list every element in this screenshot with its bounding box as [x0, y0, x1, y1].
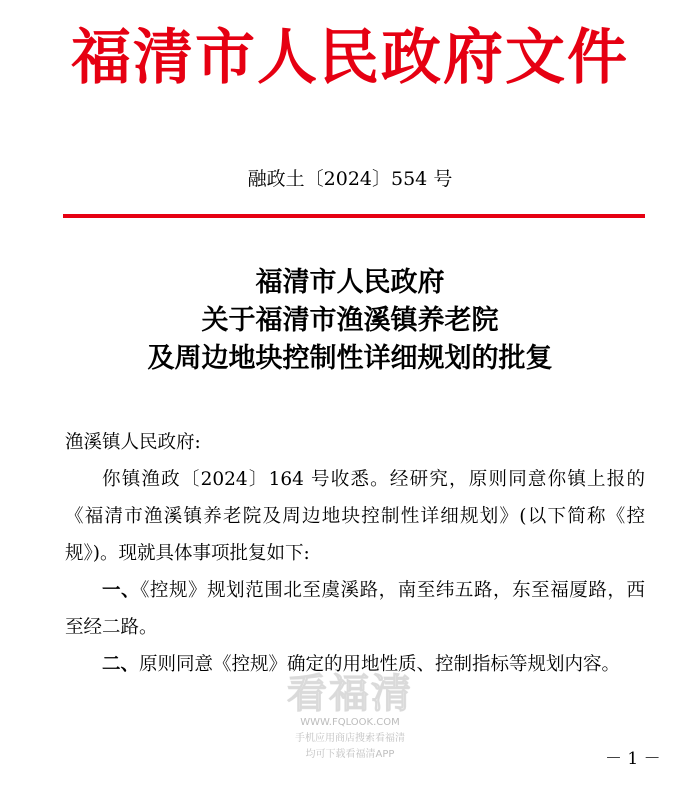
body-paragraph-1: 你镇渔政〔2024〕164 号收悉。经研究，原则同意你镇上报的《福清市渔溪镇养老院及周边地块控制性详细规划》(以下简称《控规》)。现就具体事项批复如下:: [65, 469, 645, 564]
body-item-2: [65, 646, 645, 683]
item-2-number: 二、: [102, 654, 140, 675]
document-number: 融政土〔2024〕554 号: [247, 168, 453, 190]
watermark-line-1: 手机应用商店搜索看福清: [295, 733, 405, 744]
body-item-1: [65, 572, 645, 646]
page-number: － 1 －: [605, 749, 661, 769]
title-line-1: 福清市人民政府: [255, 267, 445, 298]
red-divider-line: [63, 214, 645, 218]
watermark: [265, 672, 435, 762]
watermark-line-2: 均可下载看福清APP: [305, 749, 395, 760]
item-1-text: 《控规》规划范围北至虞溪路，南至纬五路，东至福厦路，西至经二路。: [65, 580, 645, 638]
document-body: [65, 424, 645, 683]
watermark-logo-text: 看福清: [287, 671, 413, 717]
document-header-title: 福清市人民政府文件: [71, 23, 629, 93]
title-line-3: 及周边地块控制性详细规划的批复: [147, 343, 553, 374]
title-line-2: 关于福清市渔溪镇养老院: [201, 305, 499, 336]
addressee: 渔溪镇人民政府:: [65, 432, 201, 453]
item-2-text: 原则同意《控规》确定的用地性质、控制指标等规划内容。: [139, 654, 621, 675]
document-title: [0, 264, 700, 378]
item-1-number: 一、: [102, 580, 141, 601]
watermark-url: WWW.FQLOOK.COM: [300, 717, 400, 728]
